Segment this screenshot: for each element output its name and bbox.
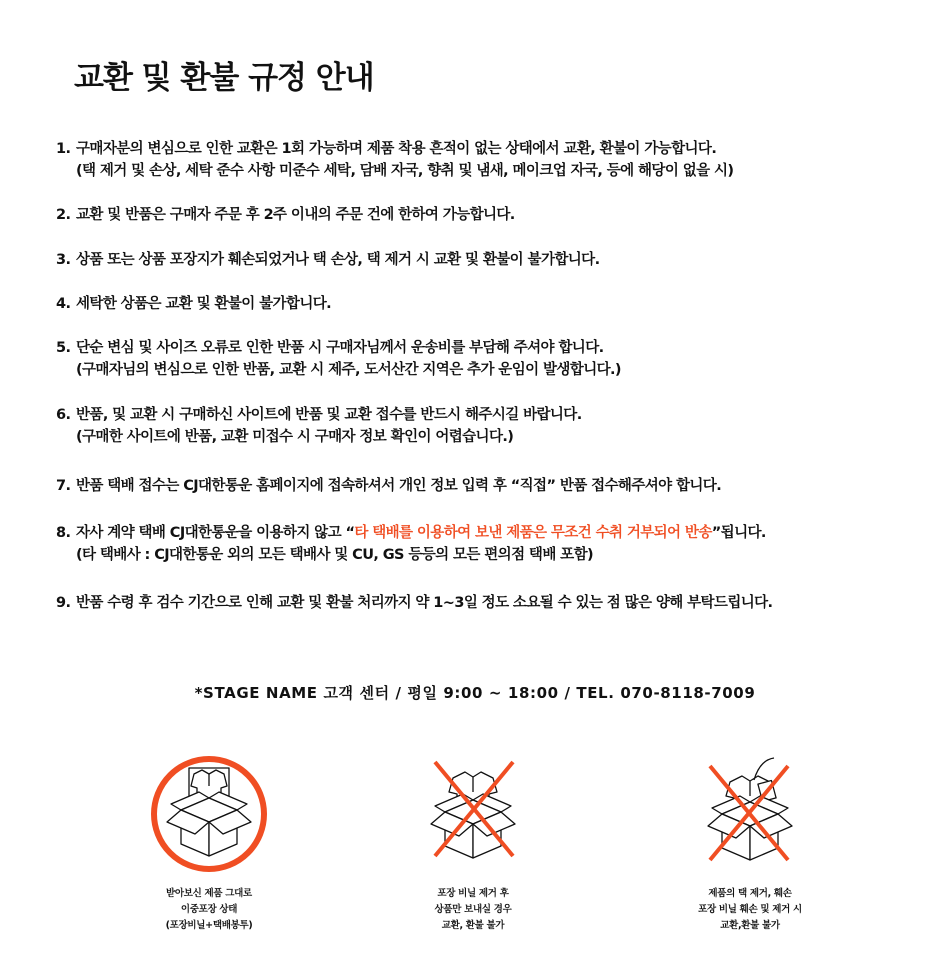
icon-caption-3: 제품의 택 제거, 훼손 포장 비닐 훼손 및 제거 시 교환,환불 불가 [698, 888, 802, 931]
rule-item-7 [56, 475, 936, 497]
rule-text: 세탁한 상품은 교환 및 환불이 불가합니다. [76, 296, 332, 312]
rule-item-4 [56, 293, 936, 315]
box-crossed-icon [411, 752, 535, 876]
rule-subtext: (구매한 사이트에 반품, 교환 미접수 시 구매자 정보 확인이 어렵습니다.) [76, 429, 514, 445]
rule-number: 4. [56, 296, 71, 312]
icon-caption-1: 받아보신 제품 그대로 이중포장 상태 (포장비닐+택배봉투) [165, 888, 253, 931]
icon-caption-2: 포장 비닐 제거 후 상품만 보내실 경우 교환, 환불 불가 [434, 888, 512, 931]
rule-text: 교환 및 반품은 구매자 주문 후 2주 이내의 주문 건에 한하여 가능합니다. [76, 207, 515, 223]
rule-text: 상품 또는 상품 포장지가 훼손되었거나 택 손상, 택 제거 시 교환 및 환불이 불가합니다. [76, 252, 600, 268]
rule-item-8 [56, 522, 936, 566]
icon-block-3 [655, 752, 845, 934]
box-tag-crossed-icon [688, 752, 812, 876]
rule-number: 1. [56, 141, 71, 157]
rule-item-3 [56, 249, 936, 271]
rule-item-5 [56, 337, 936, 381]
rule-number: 8. [56, 525, 71, 541]
rule-text-post: ”됩니다. [711, 525, 766, 541]
rule-item-1 [56, 138, 936, 182]
rule-text: 반품, 및 교환 시 구매하신 사이트에 반품 및 교환 접수를 반드시 해주시길 바랍니다. [76, 407, 582, 423]
rule-number: 6. [56, 407, 71, 423]
rule-text: 단순 변심 및 사이즈 오류로 인한 반품 시 구매자님께서 운송비를 부담해 주셔야 합니다. [76, 340, 604, 356]
rule-number: 2. [56, 207, 71, 223]
rule-subtext: (타 택배사 : CJ대한통운 외의 모든 택배사 및 CU, GS 등등의 모든 편의점 택배 포함) [76, 547, 594, 563]
rule-text: 반품 택배 접수는 CJ대한통운 홈페이지에 접속하셔서 개인 정보 입력 후 “직접” 반품 접수해주셔야 합니다. [76, 478, 722, 494]
rule-item-9 [56, 592, 936, 614]
rule-subtext: (택 제거 및 손상, 세탁 준수 사항 미준수 세탁, 담배 자국, 향취 및 냄새, 메이크업 자국, 등에 해당이 없을 시) [76, 163, 734, 179]
rule-number: 9. [56, 595, 71, 611]
rule-text-pre: 자사 계약 택배 CJ대한통운을 이용하지 않고 “ [76, 525, 355, 541]
rule-number: 5. [56, 340, 71, 356]
rule-subtext: (구매자님의 변심으로 인한 반품, 교환 시 제주, 도서산간 지역은 추가 운임이 발생합니다.) [76, 362, 621, 378]
rule-number: 7. [56, 478, 71, 494]
rule-text: 반품 수령 후 검수 기간으로 인해 교환 및 환불 처리까지 약 1~3일 정도 소요될 수 있는 점 많은 양해 부탁드립니다. [76, 595, 773, 611]
rule-text: 구매자분의 변심으로 인한 교환은 1회 가능하며 제품 착용 흔적이 없는 상태에서 교환, 환불이 가능합니다. [76, 141, 717, 157]
customer-center-info: *STAGE NAME 고객 센터 / 평일 9:00 ~ 18:00 / TEL. 070-8118-7009 [194, 684, 756, 702]
page-title: 교환 및 환불 규정 안내 [74, 60, 374, 96]
rule-item-6 [56, 404, 936, 448]
icon-block-2 [378, 752, 568, 934]
rule-number: 3. [56, 252, 71, 268]
box-ok-icon [147, 752, 271, 876]
rule-item-2 [56, 204, 936, 226]
icon-block-1 [114, 752, 304, 934]
rule-text-accent: 타 택배를 이용하여 보낸 제품은 무조건 수취 거부되어 반송 [354, 525, 712, 541]
